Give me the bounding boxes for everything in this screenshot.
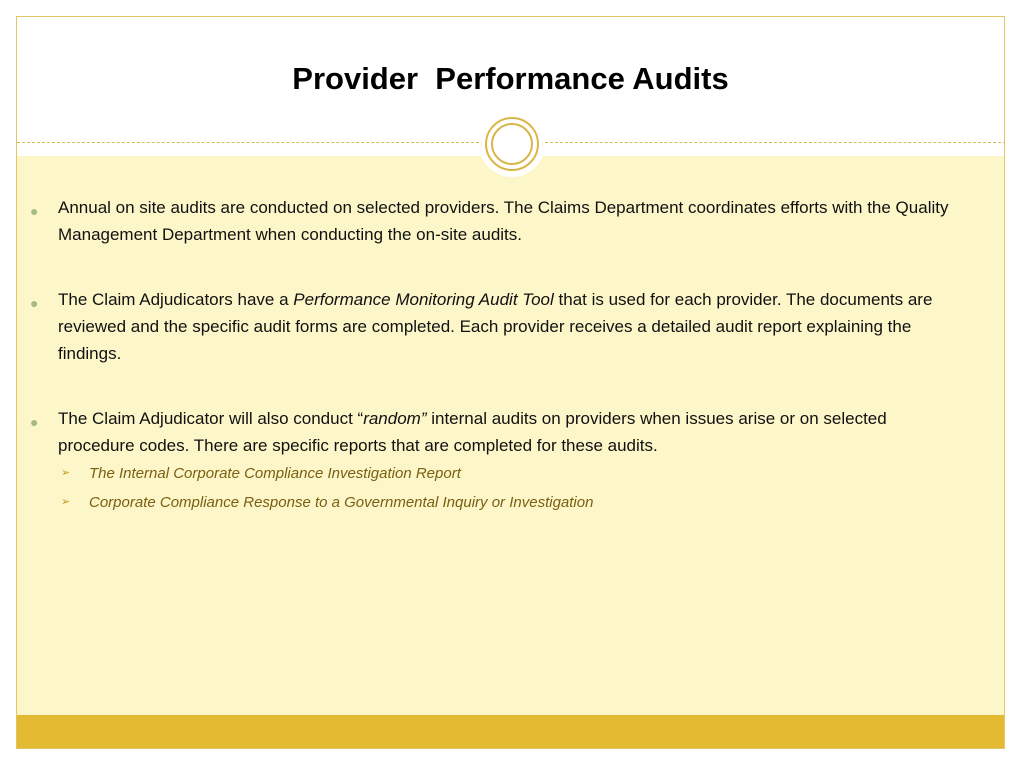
slide-title: Provider Performance Audits: [292, 61, 729, 96]
bullet-text-italic: random”: [363, 409, 427, 428]
bullet-text-before: The Claim Adjudicator will also conduct “: [58, 409, 364, 428]
bullet-text-before: The Claim Adjudicators have a: [58, 290, 294, 309]
bullet-text-after: that is used for each provider. The documents are reviewed and the specific audit forms are completed. Each provider receives a detailed audit report explaining the findings.: [58, 290, 933, 363]
bullet-text-after: internal audits on providers when issues arise or on selected procedure codes. There are specific reports that are completed for these audits.: [58, 409, 887, 455]
bullet-text: Annual on site audits are conducted on selected providers. The Claims Department coordinates efforts with the Quality Management Department when conducting the on-site audits.: [58, 198, 949, 244]
arrow-bullet-icon: ➢: [61, 467, 71, 479]
ornament-outer-ring: [485, 117, 539, 171]
footer-bar: [17, 715, 1004, 749]
sub-bullet-item: [58, 459, 957, 488]
bullet-item: [27, 286, 957, 367]
title-divider-left: [17, 142, 479, 143]
sub-bullet-list: [27, 459, 957, 517]
ornament-inner-ring: [491, 123, 533, 165]
bullet-dot-icon: ●: [30, 414, 39, 430]
bullet-dot-icon: ●: [30, 295, 39, 311]
title-divider-right: [545, 142, 1005, 143]
bullet-item: [27, 405, 957, 517]
bullet-dot-icon: ●: [30, 203, 39, 219]
bullet-list: [27, 194, 957, 517]
bullet-item: [27, 194, 957, 248]
sub-bullet-text: The Internal Corporate Compliance Investigation Report: [89, 465, 461, 482]
bullet-text-italic: Performance Monitoring Audit Tool: [293, 290, 554, 309]
arrow-bullet-icon: ➢: [61, 496, 71, 508]
sub-bullet-text: Corporate Compliance Response to a Governmental Inquiry or Investigation: [89, 494, 594, 511]
circle-ornament-icon: [479, 111, 545, 177]
sub-bullet-item: [58, 488, 957, 517]
